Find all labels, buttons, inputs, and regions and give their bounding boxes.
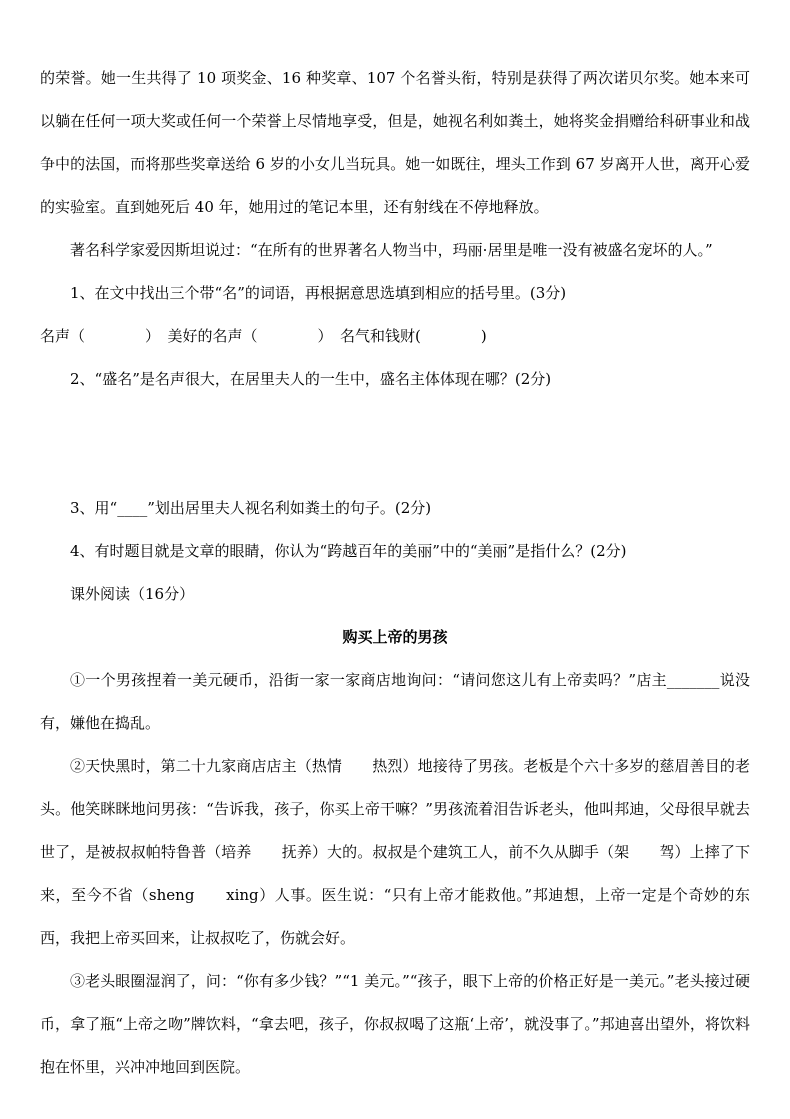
question-2: 2、“盛名”是名声很大，在居里夫人的一生中，盛名主体体现在哪？(2分)	[70, 370, 552, 388]
section-heading-extracurricular-reading: 课外阅读（16分）	[70, 585, 195, 603]
question-3: 3、用“____”划出居里夫人视名利如粪土的句子。(2分)	[70, 499, 432, 517]
story-paragraph-2: ②天快黑时，第二十九家商店店主（热情 热烈）地接待了男孩。老板是个六十多岁的慈眉善目的老头。他笑眯眯地问男孩：“告诉我，孩子，你买上帝干嘛？”男孩流着泪告诉老头，他叫邦迪，父母很早就去世了，是被叔叔帕特鲁普（培养 抚养）大的。叔叔是个建筑工人，前不久从脚手（架 驾）上摔了下来，至今不省（sheng xing）人事。医生说：“只有上帝才能救他。”邦迪想，上帝一定是个奇妙的东西，我把上帝买回来，让叔叔吃了，伤就会好。	[40, 757, 750, 947]
paragraph-einstein-quote: 著名科学家爱因斯坦说过：“在所有的世界著名人物当中，玛丽·居里是唯一没有被盛名宠坏的人。”	[70, 241, 713, 259]
paragraph-curie-honors-continuation: 的荣誉。她一生共得了 10 项奖金、16 种奖章、107 个名誉头衔，特别是获得了两次诺贝尔奖。她本来可以躺在任何一项大奖或任何一个荣誉上尽情地享受，但是，她视名利如粪土，她将奖金捐赠给科研事业和战争中的法国，而将那些奖章送给 6 岁的小女儿当玩具。她一如既往，埋头工作到 67 岁离开人世，离开心爱的实验室。直到她死后 40 年，她用过的笔记本里，还有射线在不停地释放。	[40, 69, 750, 216]
story-paragraph-3: ③老头眼圈湿润了，问：“你有多少钱？”“1 美元。”“孩子，眼下上帝的价格正好是一美元。”老头接过硬币，拿了瓶“上帝之吻”牌饮料，“拿去吧，孩子，你叔叔喝了这瓶‘上帝’，就没事了。”邦迪喜出望外，将饮料抱在怀里，兴冲冲地回到医院。	[40, 972, 750, 1076]
story-title: 购买上帝的男孩	[342, 628, 448, 646]
question-4: 4、有时题目就是文章的眼睛，你认为“跨越百年的美丽”中的“美丽”是指什么？(2分)	[70, 542, 627, 560]
answer-space	[40, 401, 750, 487]
story-paragraph-1: ①一个男孩捏着一美元硬币，沿街一家一家商店地询问：“请问您这儿有上帝卖吗？”店主_______说没有，嫌他在捣乱。	[40, 671, 750, 732]
question-1: 1、在文中找出三个带“名”的词语，再根据意思选填到相应的括号里。(3分)	[70, 284, 567, 302]
fill-in-blanks-line: 名声（ ） 美好的名声（ ） 名气和钱财( )	[40, 327, 487, 345]
